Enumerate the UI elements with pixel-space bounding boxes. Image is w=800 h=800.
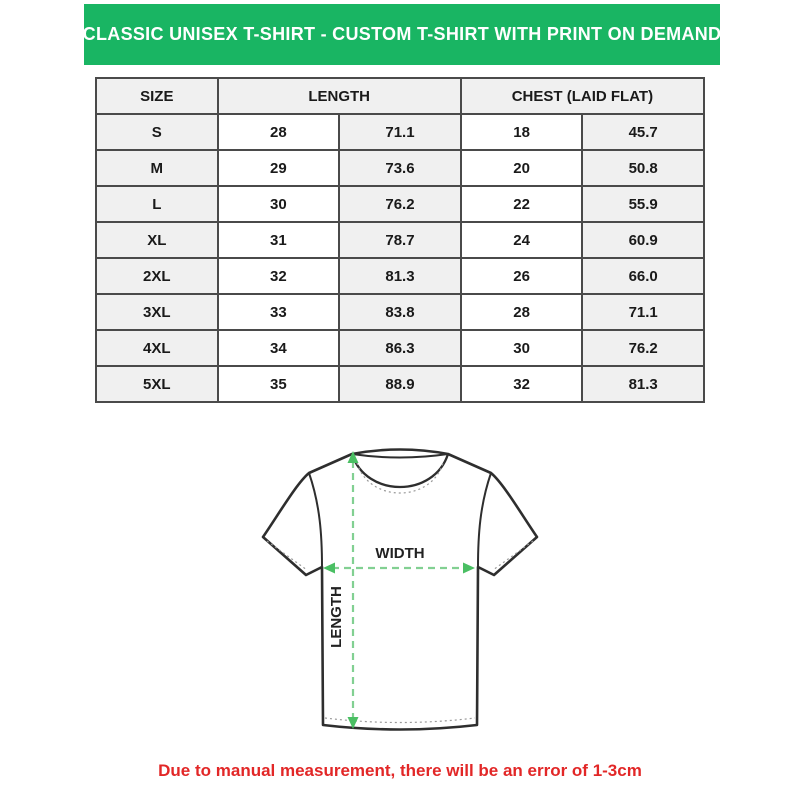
cell-chest-cm: 55.9: [582, 186, 704, 222]
cell-length-cm: 73.6: [339, 150, 461, 186]
table-header-row: [96, 78, 704, 114]
cell-chest-in: 18: [461, 114, 583, 150]
length-label: LENGTH: [328, 586, 345, 648]
cell-size: L: [96, 186, 218, 222]
tshirt-diagram: [240, 430, 560, 750]
cell-size: 4XL: [96, 330, 218, 366]
cell-chest-cm: 81.3: [582, 366, 704, 402]
cell-length-in: 29: [218, 150, 340, 186]
cell-length-cm: 86.3: [339, 330, 461, 366]
cell-chest-in: 28: [461, 294, 583, 330]
table-row: [96, 150, 704, 186]
cell-length-in: 34: [218, 330, 340, 366]
cell-length-in: 28: [218, 114, 340, 150]
cell-size: M: [96, 150, 218, 186]
title-banner: [84, 4, 720, 65]
cell-length-cm: 81.3: [339, 258, 461, 294]
cell-size: 5XL: [96, 366, 218, 402]
cell-chest-cm: 76.2: [582, 330, 704, 366]
col-header-length: LENGTH: [218, 78, 461, 114]
cell-length-in: 35: [218, 366, 340, 402]
tshirt-outline: [263, 450, 537, 730]
cell-length-cm: 76.2: [339, 186, 461, 222]
cell-length-cm: 83.8: [339, 294, 461, 330]
cell-chest-in: 22: [461, 186, 583, 222]
cell-chest-in: 20: [461, 150, 583, 186]
cell-chest-in: 26: [461, 258, 583, 294]
cell-length-in: 30: [218, 186, 340, 222]
cell-chest-cm: 50.8: [582, 150, 704, 186]
table-row: [96, 186, 704, 222]
cell-chest-in: 24: [461, 222, 583, 258]
table-row: [96, 294, 704, 330]
cell-size: S: [96, 114, 218, 150]
cell-chest-cm: 66.0: [582, 258, 704, 294]
cell-size: 3XL: [96, 294, 218, 330]
table-row: [96, 258, 704, 294]
cell-length-cm: 88.9: [339, 366, 461, 402]
col-header-chest: CHEST (LAID FLAT): [461, 78, 704, 114]
measurement-disclaimer: Due to manual measurement, there will be an error of 1-3cm: [158, 761, 642, 780]
cell-chest-cm: 45.7: [582, 114, 704, 150]
cell-chest-in: 32: [461, 366, 583, 402]
cell-length-cm: 71.1: [339, 114, 461, 150]
table-row: [96, 366, 704, 402]
cell-length-cm: 78.7: [339, 222, 461, 258]
table-row: [96, 222, 704, 258]
cell-size: 2XL: [96, 258, 218, 294]
table-row: [96, 330, 704, 366]
cell-length-in: 31: [218, 222, 340, 258]
cell-size: XL: [96, 222, 218, 258]
cell-length-in: 33: [218, 294, 340, 330]
page-title: CLASSIC UNISEX T-SHIRT - CUSTOM T-SHIRT WITH PRINT ON DEMAND: [82, 24, 722, 44]
cell-chest-in: 30: [461, 330, 583, 366]
cell-length-in: 32: [218, 258, 340, 294]
cell-chest-cm: 71.1: [582, 294, 704, 330]
table-row: [96, 114, 704, 150]
col-header-size: SIZE: [96, 78, 218, 114]
width-label: WIDTH: [375, 545, 425, 562]
size-chart-table: [95, 77, 705, 403]
cell-chest-cm: 60.9: [582, 222, 704, 258]
